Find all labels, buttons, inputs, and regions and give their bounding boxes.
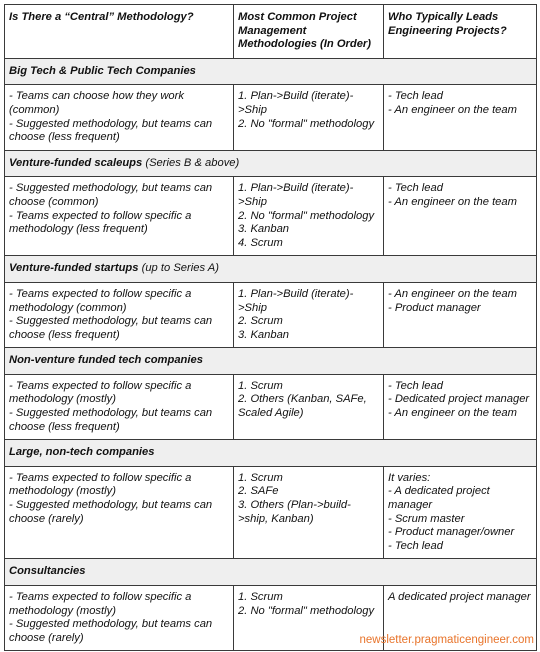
- header-leads: Who Typically Leads Engineering Projects?: [384, 5, 537, 59]
- methodologies-cell-line: 1. Plan->Build (iterate)->Ship: [238, 90, 354, 116]
- methodologies-cell: [234, 374, 384, 439]
- leads-cell: [384, 177, 537, 256]
- leads-cell-line: - Product manager: [388, 301, 481, 314]
- methodologies-cell-line: 4. Scrum: [238, 236, 283, 249]
- central-cell: [5, 177, 234, 256]
- section-heading: [5, 150, 537, 177]
- central-cell: [5, 586, 234, 651]
- central-cell: [5, 282, 234, 347]
- section-title: Venture-funded scaleups: [9, 156, 143, 169]
- central-cell: [5, 374, 234, 439]
- table-row: [5, 374, 537, 439]
- methodologies-cell-line: 1. Scrum: [238, 379, 283, 392]
- section-row: [5, 58, 537, 85]
- central-cell: [5, 466, 234, 559]
- methodologies-cell-line: 2. Others (Kanban, SAFe, Scaled Agile): [238, 393, 367, 420]
- leads-cell-line: It varies:: [388, 471, 431, 484]
- central-cell-line: - Suggested methodology, but teams can choose (less frequent): [9, 407, 213, 433]
- methodologies-cell: [234, 282, 384, 347]
- leads-cell-line: - An engineer on the team: [388, 287, 517, 300]
- leads-cell-line: - Dedicated project manager: [388, 393, 530, 406]
- central-cell: [5, 85, 234, 150]
- methodology-table: [4, 4, 537, 651]
- section-title: Big Tech & Public Tech Companies: [9, 64, 196, 77]
- section-heading: [5, 348, 537, 375]
- central-cell-line: - Teams expected to follow specific a methodology (common): [9, 287, 192, 314]
- central-cell-line: - Suggested methodology, but teams can choose (less frequent): [9, 117, 213, 144]
- section-row: [5, 440, 537, 467]
- central-cell-line: - Teams expected to follow specific a methodology (mostly): [9, 471, 192, 498]
- leads-cell-line: - Product manager/owner: [388, 526, 515, 539]
- section-row: [5, 150, 537, 177]
- table-row: [5, 85, 537, 150]
- methodologies-cell-line: 1. Scrum: [238, 591, 283, 603]
- central-cell-line: - Suggested methodology, but teams can choose (rarely): [9, 499, 213, 525]
- central-cell-line: - Teams expected to follow specific a methodology (mostly): [9, 591, 192, 617]
- table-row: [5, 177, 537, 256]
- methodologies-cell-line: 3. Kanban: [238, 223, 290, 236]
- section-heading: [5, 58, 537, 85]
- leads-cell: [384, 85, 537, 150]
- section-title: Venture-funded startups: [9, 262, 139, 275]
- methodologies-cell-line: 2. Scrum: [238, 315, 283, 328]
- section-row: [5, 559, 537, 586]
- leads-cell-line: - Tech lead: [388, 90, 443, 103]
- table-body: [5, 58, 537, 651]
- methodologies-cell-line: 2. No "formal" methodology: [238, 117, 375, 130]
- leads-cell-line: - Tech lead: [388, 379, 443, 392]
- central-cell-line: - Teams expected to follow specific a methodology (mostly): [9, 379, 192, 406]
- table-row: [5, 466, 537, 559]
- methodologies-cell-line: 3. Others (Plan->build->ship, Kanban): [238, 499, 351, 525]
- methodologies-cell-line: 2. No "formal" methodology: [238, 209, 375, 222]
- methodologies-cell-line: 2. SAFe: [238, 485, 279, 498]
- leads-cell-line: - Scrum master: [388, 512, 465, 525]
- section-note: (Series B & above): [142, 156, 240, 169]
- methodologies-cell: [234, 466, 384, 559]
- methodologies-cell-line: 2. No "formal" methodology: [238, 604, 375, 617]
- leads-cell: [384, 282, 537, 347]
- central-cell-line: - Teams expected to follow specific a methodology (less frequent): [9, 209, 192, 236]
- section-row: [5, 348, 537, 375]
- central-cell-line: - Suggested methodology, but teams can choose (common): [9, 182, 213, 208]
- central-cell-line: - Teams can choose how they work (common): [9, 90, 184, 116]
- central-cell-line: - Suggested methodology, but teams can choose (less frequent): [9, 315, 213, 341]
- header-row: [5, 5, 537, 59]
- methodologies-cell-line: 1. Plan->Build (iterate)->Ship: [238, 287, 354, 314]
- section-heading: [5, 440, 537, 467]
- methodologies-cell: [234, 85, 384, 150]
- methodologies-cell: [234, 177, 384, 256]
- leads-cell: [384, 374, 537, 439]
- leads-cell-line: - A dedicated project manager: [388, 485, 490, 512]
- section-title: Non-venture funded tech companies: [9, 354, 203, 367]
- leads-cell-line: A dedicated project manager: [388, 591, 531, 603]
- section-title: Large, non-tech companies: [9, 446, 155, 459]
- section-row: [5, 256, 537, 283]
- section-heading: [5, 559, 537, 586]
- methodologies-cell-line: 1. Plan->Build (iterate)->Ship: [238, 182, 354, 208]
- section-note: (up to Series A): [138, 262, 219, 275]
- methodologies-cell-line: 1. Scrum: [238, 471, 283, 484]
- header-methodologies: Most Common Project Management Methodologies (In Order): [234, 5, 384, 59]
- source-footer: newsletter.pragmaticengineer.com: [359, 634, 534, 646]
- leads-cell-line: - An engineer on the team: [388, 103, 517, 116]
- methodologies-cell-line: 3. Kanban: [238, 328, 290, 341]
- leads-cell: [384, 466, 537, 559]
- leads-cell-line: - An engineer on the team: [388, 407, 517, 420]
- table-row: [5, 282, 537, 347]
- section-heading: [5, 256, 537, 283]
- leads-cell-line: - An engineer on the team: [388, 195, 517, 208]
- leads-cell-line: - Tech lead: [388, 539, 443, 552]
- header-central: Is There a “Central” Methodology?: [5, 5, 234, 59]
- section-title: Consultancies: [9, 565, 86, 578]
- leads-cell-line: - Tech lead: [388, 182, 443, 195]
- central-cell-line: - Suggested methodology, but teams can choose (rarely): [9, 618, 213, 644]
